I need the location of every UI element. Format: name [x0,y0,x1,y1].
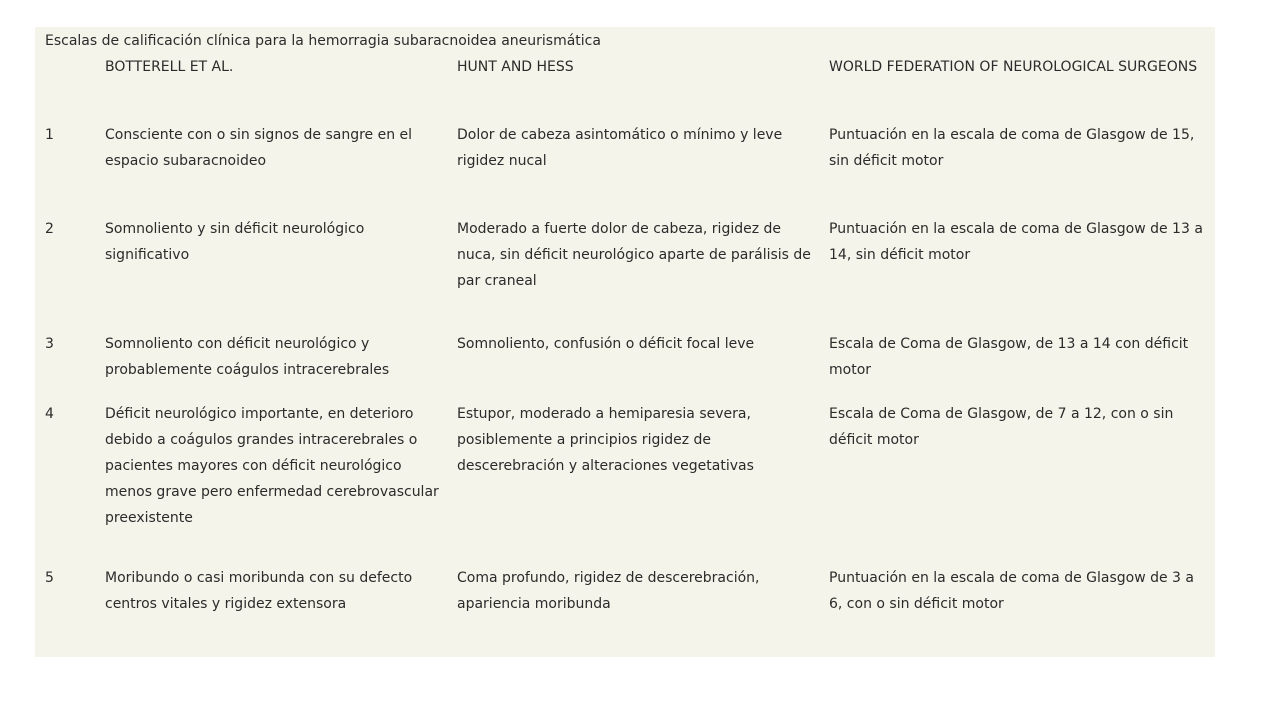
botterell-cell: Consciente con o sin signos de sangre en el espacio subaracnoideo [105,127,413,169]
wfns-cell: Escala de Coma de Glasgow, de 7 a 12, con o sin déficit motor [829,406,1174,448]
column-header-botterell: BOTTERELL ET AL. [105,59,234,75]
botterell-cell: Somnoliento con déficit neurológico y probablemente coágulos intracerebrales [105,336,390,378]
hunt-hess-cell: Coma profundo, rigidez de descerebración, apariencia moribunda [457,570,760,612]
column-header-wfns: WORLD FEDERATION OF NEUROLOGICAL SURGEONS [829,59,1198,75]
hunt-hess-cell: Moderado a fuerte dolor de cabeza, rigidez de nuca, sin déficit neurológico aparte de parálisis de par craneal [457,221,811,289]
grade-number: 1 [45,127,54,143]
wfns-cell: Puntuación en la escala de coma de Glasgow de 3 a 6, con o sin déficit motor [829,570,1194,612]
botterell-cell: Somnoliento y sin déficit neurológico significativo [105,221,365,263]
grading-table-slide [35,27,1215,657]
grade-number: 3 [45,336,54,352]
table-title: Escalas de calificación clínica para la hemorragia subaracnoidea aneurismática [45,33,601,49]
wfns-cell: Escala de Coma de Glasgow, de 13 a 14 con déficit motor [829,336,1189,378]
column-header-hunt-hess: HUNT AND HESS [457,59,574,75]
hunt-hess-cell: Somnoliento, confusión o déficit focal leve [457,336,755,352]
grade-number: 4 [45,406,54,422]
botterell-cell: Moribundo o casi moribunda con su defecto centros vitales y rigidez extensora [105,570,413,612]
wfns-cell: Puntuación en la escala de coma de Glasgow de 13 a 14, sin déficit motor [829,221,1203,263]
botterell-cell: Déficit neurológico importante, en deterioro debido a coágulos grandes intracerebrales o pacientes mayores con déficit neurológico menos grave pero enfermedad cerebrovascular preexistente [105,406,439,526]
hunt-hess-cell: Estupor, moderado a hemiparesia severa, posiblemente a principios rigidez de descerebración y alteraciones vegetativas [457,406,754,474]
grade-number: 2 [45,221,54,237]
grade-number: 5 [45,570,54,586]
hunt-hess-cell: Dolor de cabeza asintomático o mínimo y leve rigidez nucal [457,127,783,169]
wfns-cell: Puntuación en la escala de coma de Glasgow de 15, sin déficit motor [829,127,1195,169]
